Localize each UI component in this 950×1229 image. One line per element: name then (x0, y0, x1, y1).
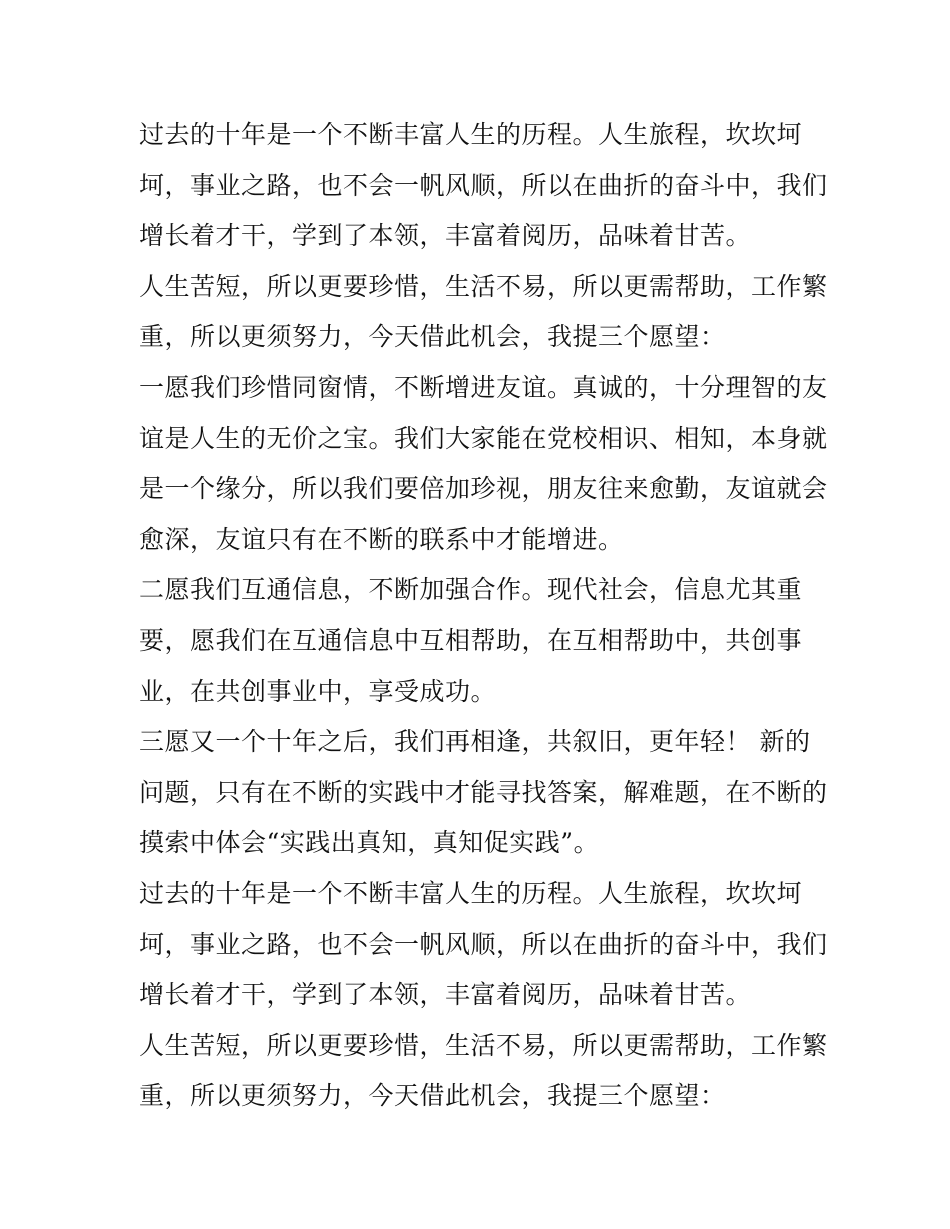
text-line: 二愿我们互通信息，不断加强合作。现代社会，信息尤其重 (139, 575, 803, 605)
text-line: 三愿又一个十年之后，我们再相逢，共叙旧，更年轻！ 新的 (139, 727, 811, 757)
text-line: 愈深，友谊只有在不断的联系中才能增进。 (139, 524, 624, 554)
text-line: 是一个缘分，所以我们要倍加珍视，朋友往来愈勤，友谊就会 (139, 474, 828, 504)
text-line: 一愿我们珍惜同窗情，不断增进友谊。真诚的，十分理智的友 (139, 372, 828, 402)
text-line: 过去的十年是一个不断丰富人生的历程。人生旅程，坎坎坷 (139, 878, 803, 908)
text-line: 增长着才干，学到了本领，丰富着阅历，品味着甘苦。 (139, 221, 752, 251)
text-line: 人生苦短，所以更要珍惜，生活不易，所以更需帮助，工作繁 (139, 1030, 828, 1060)
text-line: 重，所以更须努力，今天借此机会，我提三个愿望： (139, 1081, 726, 1111)
text-line: 过去的十年是一个不断丰富人生的历程。人生旅程，坎坎坷 (139, 120, 803, 149)
text-line: 谊是人生的无价之宝。我们大家能在党校相识、相知，本身就 (139, 423, 828, 453)
text-line: 摸索中体会“实践出真知，真知促实践”。 (139, 828, 600, 858)
text-line: 坷，事业之路，也不会一帆风顺，所以在曲折的奋斗中，我们 (139, 929, 828, 959)
text-line: 业，在共创事业中，享受成功。 (139, 676, 497, 706)
text-line: 重，所以更须努力，今天借此机会，我提三个愿望： (139, 322, 726, 352)
text-line: 要，愿我们在互通信息中互相帮助，在互相帮助中，共创事 (139, 625, 803, 655)
text-line: 坷，事业之路，也不会一帆风顺，所以在曲折的奋斗中，我们 (139, 170, 828, 200)
text-line: 人生苦短，所以更要珍惜，生活不易，所以更需帮助，工作繁 (139, 271, 828, 301)
text-line: 问题，只有在不断的实践中才能寻找答案，解难题，在不断的 (139, 777, 828, 807)
text-line: 增长着才干，学到了本领，丰富着阅历，品味着甘苦。 (139, 980, 752, 1010)
document-body (139, 110, 829, 1122)
